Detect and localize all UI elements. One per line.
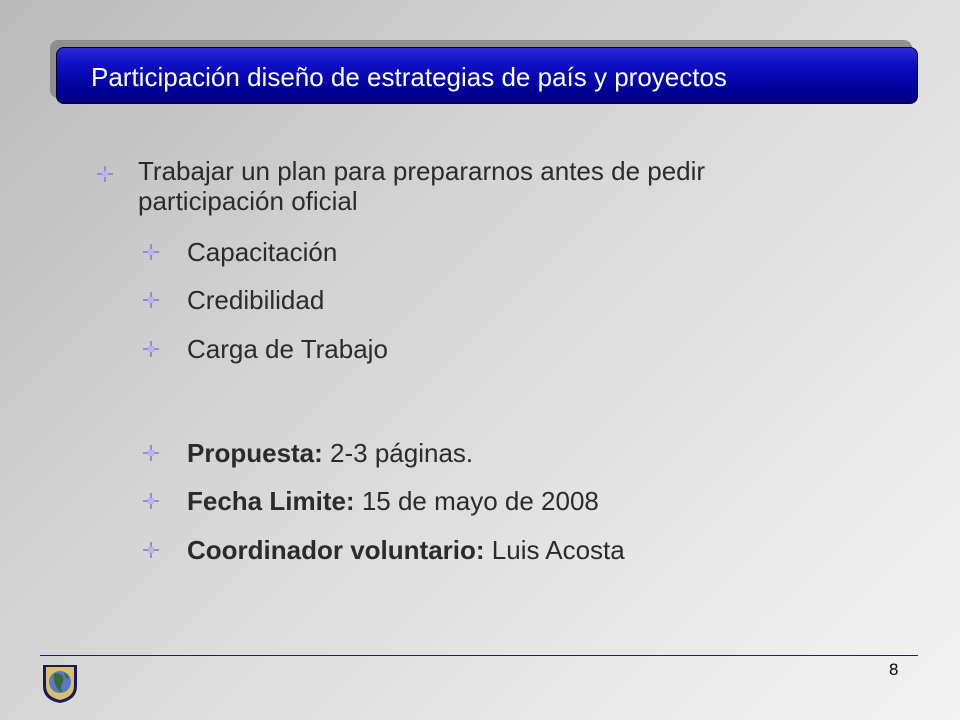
bullet-icon xyxy=(143,542,159,558)
bullet-icon xyxy=(143,244,159,260)
fecha-value: 15 de mayo de 2008 xyxy=(354,486,599,516)
slide-title: Participación diseño de estrategias de país y proyectos xyxy=(91,62,727,92)
bullet-text-line1: Trabajar un plan para prepararnos antes de pedir xyxy=(138,156,706,186)
sub-bullet-carga: Carga de Trabajo xyxy=(187,334,388,364)
propuesta-value: 2-3 páginas. xyxy=(322,438,474,468)
propuesta-label: Propuesta: xyxy=(187,438,323,468)
coordinador-value: Luis Acosta xyxy=(484,535,625,565)
bullet-icon xyxy=(97,166,113,182)
fecha-line xyxy=(187,486,599,517)
sub-bullet-credibilidad: Credibilidad xyxy=(187,285,325,315)
coordinador-label: Coordinador voluntario: xyxy=(187,535,485,565)
title-bar xyxy=(56,47,918,104)
sub-bullet-capacitacion: Capacitación xyxy=(187,237,338,267)
propuesta-line xyxy=(187,438,473,469)
fecha-label: Fecha Limite: xyxy=(187,486,355,516)
bullet-icon xyxy=(143,493,159,509)
page-number: 8 xyxy=(889,660,899,679)
footer-line xyxy=(40,655,918,656)
bullet-icon xyxy=(143,292,159,308)
coordinador-line xyxy=(187,535,625,566)
bullet-text-line2: participación oficial xyxy=(138,186,358,216)
bullet-icon xyxy=(143,445,159,461)
bullet-icon xyxy=(143,341,159,357)
globe-logo-icon xyxy=(40,662,80,704)
